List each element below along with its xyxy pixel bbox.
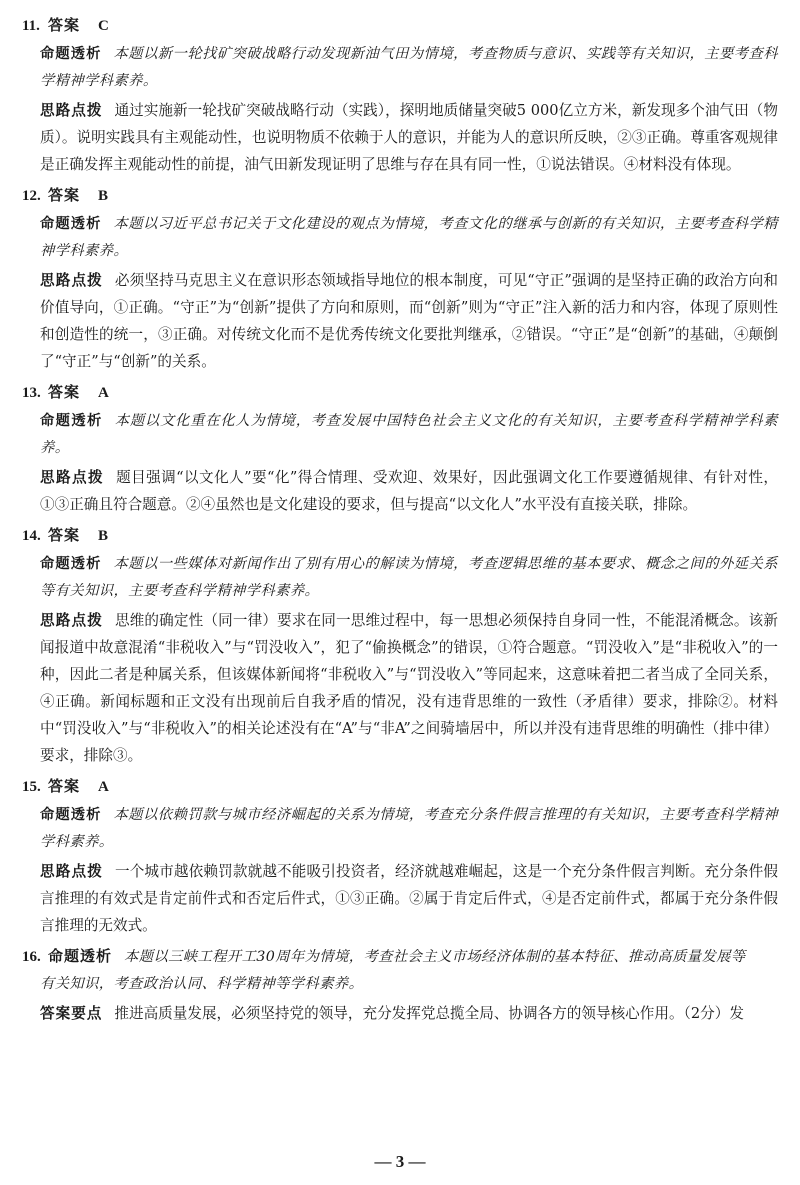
question-12 — [22, 182, 778, 375]
analysis-tag: 命题透析 — [40, 216, 102, 232]
answer-heading — [22, 182, 778, 209]
answer-label: 答案 — [48, 186, 81, 204]
question-number: 13. — [22, 385, 41, 401]
answer-label: 答案 — [48, 16, 81, 34]
analysis-paragraph — [22, 408, 778, 462]
answer-label: 答案 — [48, 526, 81, 544]
analysis-paragraph — [22, 41, 778, 95]
question-14 — [22, 522, 778, 769]
q16-analysis-line — [22, 943, 778, 971]
analysis-paragraph — [22, 551, 778, 605]
question-number: 14. — [22, 528, 41, 544]
analysis-paragraph — [22, 802, 778, 856]
answer-letter: C — [98, 18, 109, 34]
hint-tag: 思路点拨 — [40, 612, 103, 629]
answer-heading — [22, 773, 778, 800]
hint-tag: 思路点拨 — [40, 863, 103, 880]
hint-text: 通过实施新一轮找矿突破战略行动（实践），探明地质储量突破5 000亿立方米，新发现多个油气田（物质）。说明实践具有主观能动性，也说明物质不依赖于人的意识，并能为人的意识所反映，②③正确。尊重客观规律是正确发挥主观能动性的前提，油气田新发现证明了思维与存在具有同一性，①说法错误。④材料没有体现。 — [40, 102, 778, 173]
question-number: 11. — [22, 18, 40, 34]
analysis-text: 本题以一些媒体对新闻作出了别有用心的解读为情境，考查逻辑思维的基本要求、概念之间的外延关系等有关知识，主要考查科学精神学科素养。 — [40, 556, 779, 599]
hint-paragraph — [22, 858, 778, 939]
key-points-text: 推进高质量发展，必须坚持党的领导，充分发挥党总揽全局、协调各方的领导核心作用。（2分）发 — [114, 1005, 744, 1022]
analysis-tag: 命题透析 — [48, 947, 113, 965]
analysis-text: 本题以新一轮找矿突破战略行动发现新油气田为情境，考查物质与意识、实践等有关知识，主要考查科学精神学科素养。 — [40, 46, 779, 89]
answer-heading — [22, 12, 778, 39]
hint-tag: 思路点拨 — [40, 469, 105, 486]
question-16 — [22, 943, 778, 1027]
analysis-tag: 命题透析 — [40, 556, 102, 572]
answer-letter: B — [98, 528, 109, 544]
analysis-paragraph — [22, 211, 778, 265]
analysis-tag: 命题透析 — [40, 413, 103, 429]
hint-text: 思维的确定性（同一律）要求在同一思维过程中，每一思想必须保持自身同一性，不能混淆概念。该新闻报道中故意混淆“非税收入”与“罚没收入”，犯了“偷换概念”的错误，①符合题意。“罚没收入”是“非税收入”的一种，因此二者是种属关系，但该媒体新闻将“非税收入”与“罚没收入”等同起来，这意味着把二者当成了全同关系，④正确。新闻标题和正文没有出现前后自我矛盾的情况，没有违背思维的一致性（矛盾律）要求，排除②。材料中“罚没收入”与“非税收入”的相关论述没有在“A”与“非A”之间骑墙居中，所以并没有违背思维的明确性（排中律）要求，排除③。 — [40, 612, 778, 764]
question-number: 16. — [22, 949, 41, 965]
question-number: 15. — [22, 779, 41, 795]
hint-text: 必须坚持马克思主义在意识形态领域指导地位的根本制度，可见“守正”强调的是坚持正确的政治方向和价值导向，①正确。“守正”为“创新”提供了方向和原则，而“创新”则为“守正”注入新的活力和内容，体现了原则性和创造性的统一，③正确。对传统文化而不是优秀传统文化要批判继承，②错误。“守正”是“创新”的基础，④颠倒了“守正”与“创新”的关系。 — [40, 272, 778, 370]
hint-text: 题目强调“以文化人”要“化”得合情理、受欢迎、效果好，因此强调文化工作要遵循规律、有针对性，①③正确且符合题意。②④虽然也是文化建设的要求，但与提高“以文化人”水平没有直接关联，排除。 — [40, 469, 778, 513]
page-number: — 3 — — [374, 1152, 426, 1171]
hint-tag: 思路点拨 — [40, 272, 103, 289]
hint-paragraph — [22, 464, 778, 518]
answer-letter: B — [98, 188, 109, 204]
question-number: 12. — [22, 188, 41, 204]
analysis-text: 本题以依赖罚款与城市经济崛起的关系为情境，考查充分条件假言推理的有关知识，主要考查科学精神学科素养。 — [40, 807, 779, 850]
question-13 — [22, 379, 778, 518]
hint-paragraph — [22, 267, 778, 375]
hint-paragraph — [22, 607, 778, 769]
analysis-text: 本题以三峡工程开工30周年为情境，考查社会主义市场经济体制的基本特征、推动高质量发展等 — [124, 949, 746, 965]
analysis-text: 本题以习近平总书记关于文化建设的观点为情境，考查文化的继承与创新的有关知识，主要考查科学精神学科素养。 — [40, 216, 779, 259]
question-15 — [22, 773, 778, 939]
analysis-tag: 命题透析 — [40, 807, 102, 823]
question-11 — [22, 12, 778, 178]
hint-paragraph — [22, 97, 778, 178]
key-points-tag: 答案要点 — [40, 1005, 103, 1022]
answer-heading — [22, 522, 778, 549]
answer-label: 答案 — [48, 777, 81, 795]
q16-analysis-continued: 有关知识，考查政治认同、科学精神等学科素养。 — [40, 976, 364, 992]
answer-heading — [22, 379, 778, 406]
answer-label: 答案 — [48, 383, 81, 401]
hint-tag: 思路点拨 — [40, 102, 103, 119]
analysis-text: 本题以文化重在化人为情境，考查发展中国特色社会主义文化的有关知识，主要考查科学精神学科素养。 — [40, 413, 778, 456]
key-points-paragraph — [22, 1000, 778, 1027]
answer-letter: A — [98, 779, 109, 795]
hint-text: 一个城市越依赖罚款就越不能吸引投资者，经济就越难崛起，这是一个充分条件假言判断。充分条件假言推理的有效式是肯定前件式和否定后件式，①③正确。②属于肯定后件式，④是否定前件式，都属于充分条件假言推理的无效式。 — [40, 863, 778, 934]
answer-letter: A — [98, 385, 109, 401]
analysis-tag: 命题透析 — [40, 46, 102, 62]
